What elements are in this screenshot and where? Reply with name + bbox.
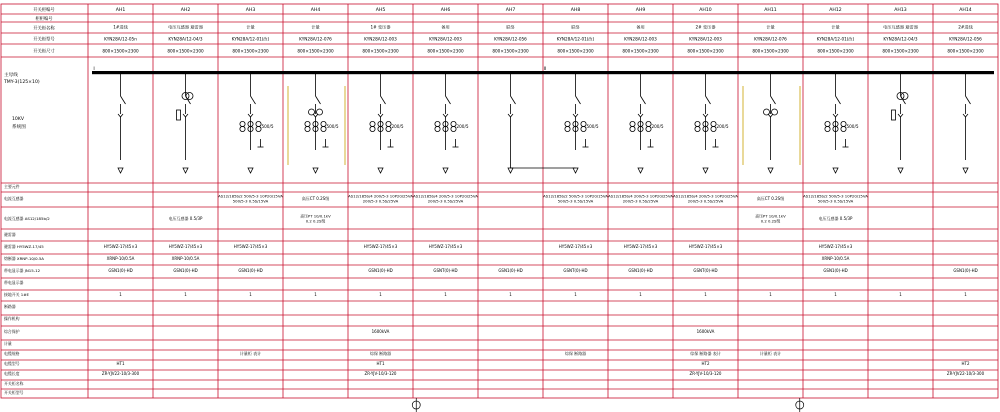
cabinet-column-ah11 xyxy=(743,7,800,356)
cabinet-cell-value: 1 xyxy=(184,292,187,297)
ct-circle xyxy=(695,126,700,131)
circuit-diagram xyxy=(743,74,800,173)
cabinet-cell-value: 1 xyxy=(509,292,512,297)
cabinet-column-ah2 xyxy=(167,7,204,297)
cable-end-arrow xyxy=(898,168,903,173)
cabinet-cell-value: ZR-YJV22-10/3-300 xyxy=(101,371,140,376)
cabinet-model: KYN28A/12-01(改) xyxy=(816,36,855,42)
ct-ratio: 500/5 xyxy=(261,124,274,129)
cabinet-size: 800×1500×2300 xyxy=(362,48,399,54)
cabinet-model: KYN28A/12-05n xyxy=(104,36,137,42)
cabinet-cell-value: AS12/185b/4 200/5-3 10P20/25VA xyxy=(673,193,738,199)
ct-ratio: 500/5 xyxy=(326,124,339,129)
breaker-contact xyxy=(966,96,971,104)
cabinet-name: 2# 变压器 xyxy=(695,24,716,30)
cabinet-name: 计量 xyxy=(766,24,775,30)
row-label: 开关柜名称 xyxy=(4,381,24,386)
cabinet-id: AH4 xyxy=(310,8,321,13)
circuit-diagram xyxy=(892,74,909,173)
circuit-diagram xyxy=(435,74,459,173)
cabinet-cell-value: HY5WZ-17/45×3 xyxy=(363,244,398,249)
cabinet-id: AH12 xyxy=(829,8,842,13)
ct-ratio: 500/5 xyxy=(586,124,599,129)
cabinet-cell-value: 1 xyxy=(639,292,642,297)
ct-circle xyxy=(565,126,570,131)
ct-circle xyxy=(240,126,245,131)
cabinet-id: AH5 xyxy=(375,8,386,13)
busbar-section-mark: II xyxy=(543,67,547,72)
row-label: 断路器 xyxy=(4,304,16,309)
cabinet-model: KYN28A/12-01(改) xyxy=(556,36,595,42)
ct-circle xyxy=(565,121,570,126)
row-label: 带电显示器 JN15-12 xyxy=(4,268,41,273)
ct-circle xyxy=(435,126,440,131)
cable-end-arrow xyxy=(638,168,643,173)
row-label: 计量 xyxy=(4,341,12,346)
plug-symbol xyxy=(898,114,903,117)
cabinet-cell-value: HY5WZ-17/45×3 xyxy=(818,244,853,249)
cabinet-column-ah4 xyxy=(288,7,345,297)
row-label: 开关柜名称 xyxy=(33,26,55,32)
cable-end-arrow xyxy=(768,168,773,173)
cable-end-arrow xyxy=(703,168,708,173)
ct-circle xyxy=(646,121,651,126)
circuit-diagram xyxy=(565,74,589,173)
cabinet-model: KYN28A/12-003 xyxy=(689,36,722,42)
cable-end-arrow xyxy=(963,168,968,173)
ct-circle xyxy=(240,121,245,126)
cabinet-cell-value: HT1 xyxy=(116,361,125,366)
cabinet-cell-value: GSN1(0)-HD xyxy=(173,268,198,273)
circuit-diagram xyxy=(508,74,516,173)
breaker-contact xyxy=(121,96,126,104)
cabinet-cell-value: 500/5-3 0.5S/15VA xyxy=(232,198,269,204)
bottom-earth-symbol xyxy=(796,398,804,412)
plug-symbol xyxy=(638,114,643,117)
cabinet-cell-value: HY5WZ-17/45×3 xyxy=(168,244,203,249)
ct-circle xyxy=(451,126,456,131)
cabinet-id: AH9 xyxy=(635,8,646,13)
plug-symbol xyxy=(963,114,968,117)
plug-symbol xyxy=(833,114,838,117)
cabinet-column-ah6 xyxy=(413,7,478,297)
cabinet-cell-value: GSN1(0)-HD xyxy=(953,268,978,273)
cabinet-cell-value: 0.2 0.2S级 xyxy=(760,218,781,224)
breaker-contact xyxy=(316,96,321,104)
cabinet-cell-value: 200/5-3 0.5S/25VA xyxy=(362,198,399,204)
cabinet-cell-value: 高压PT 10/0.1kV xyxy=(300,213,331,219)
plug-symbol xyxy=(508,114,513,117)
cabinet-column-ah12 xyxy=(803,7,868,297)
row-label: 开关柜尺寸 xyxy=(33,49,55,55)
ct-circle xyxy=(370,126,375,131)
cabinet-column-ah13 xyxy=(882,7,919,297)
cabinet-column-ah9 xyxy=(608,7,673,297)
plug-symbol xyxy=(118,114,123,117)
cabinet-cell-value: HT1 xyxy=(376,361,385,366)
ct-ratio: 200/5 xyxy=(716,124,729,129)
cabinet-cell-value: GSN1(0)-HD xyxy=(628,268,653,273)
cabinet-id: AH8 xyxy=(570,8,581,13)
row-label: 接地开关 1#E xyxy=(4,292,29,297)
row-label: 综合保护 xyxy=(4,329,20,334)
cabinet-name: 1#进线 xyxy=(113,24,128,30)
cable-end-arrow xyxy=(313,168,318,173)
ct-circle xyxy=(321,121,326,126)
ct-circle xyxy=(841,126,846,131)
cabinet-cell-value: 500/5-3 0.5S/15VA xyxy=(557,198,594,204)
busbar-section-mark: I xyxy=(93,67,95,72)
row-label: 电缆长度 xyxy=(4,371,20,376)
ct-circle xyxy=(435,121,440,126)
cabinet-cell-value: GSN1(0)-HD xyxy=(238,268,263,273)
cabinet-size: 800×1500×2300 xyxy=(882,48,919,54)
cabinet-id: AH7 xyxy=(505,8,516,13)
plug-symbol xyxy=(183,114,188,117)
cabinet-model: KYN28A/12-003 xyxy=(624,36,657,42)
circuit-diagram xyxy=(630,74,654,173)
cabinet-cell-value: AS12/185b/4 200/5-3 10P20/25VA xyxy=(348,193,413,199)
cabinet-model: KYN28A/12-076 xyxy=(299,36,332,42)
cabinet-cell-value: AS12/185b/2 500/5-3 10P20/15VA xyxy=(543,193,608,199)
cable-end-arrow xyxy=(248,168,253,173)
cabinet-cell-value: HY5WZ-17/45×3 xyxy=(623,244,658,249)
cable-end-arrow xyxy=(378,168,383,173)
metering-pt-circle xyxy=(309,109,315,115)
cabinet-model: KYN28A/12-003 xyxy=(364,36,397,42)
cabinet-cell-value: 1 xyxy=(444,292,447,297)
cabinet-cell-value: GSNT(0)-HD xyxy=(433,268,458,273)
circuit-diagram xyxy=(695,74,719,173)
row-label: 电缆型号 xyxy=(4,361,20,366)
breaker-contact xyxy=(706,96,711,104)
cabinet-size: 800×1500×2300 xyxy=(427,48,464,54)
cabinet-cell-value: 1 xyxy=(379,292,382,297)
cabinet-name: 备用 xyxy=(636,24,645,30)
bottom-earth-symbol xyxy=(412,398,420,412)
cabinet-cell-value: GSN1(0)-HD xyxy=(498,268,523,273)
row-label: 电流互感器 AS12/185b/2 xyxy=(4,216,50,221)
cabinet-name: 计量 xyxy=(311,24,320,30)
cabinet-size: 800×1500×2300 xyxy=(622,48,659,54)
cable-end-arrow xyxy=(183,168,188,173)
row-label: 操作机构 xyxy=(4,316,20,321)
ct-circle xyxy=(711,126,716,131)
cabinet-cell-value: ZR-YJV-10/3-120 xyxy=(689,371,722,376)
cabinet-name: 电压互感器 避雷器 xyxy=(168,24,203,30)
cabinet-cell-value: AS12/185b/4 200/5-3 10P20/25VA xyxy=(413,193,478,199)
cabinet-cell-value: GSN1(0)-HD xyxy=(368,268,393,273)
cabinet-cell-value: AS12/185b/4 200/5-3 10P20/25VA xyxy=(608,193,673,199)
cabinet-cell-value: 200/5-3 0.5S/25VA xyxy=(427,198,464,204)
breaker-contact xyxy=(251,96,256,104)
row-label: 柜柜编号 xyxy=(35,17,53,22)
pt-circle xyxy=(186,93,193,100)
ct-circle xyxy=(305,126,310,131)
cabinet-size: 800×1500×2300 xyxy=(947,48,984,54)
cabinet-cell-value: 1 xyxy=(899,292,902,297)
cabinet-size: 800×1500×2300 xyxy=(167,48,204,54)
cabinet-model: KYN28A/12-04/3 xyxy=(168,36,203,42)
ct-ratio: 200/5 xyxy=(456,124,469,129)
circuit-diagram xyxy=(177,74,194,173)
row-label: 电流互感器 xyxy=(4,196,24,201)
cable-end-arrow xyxy=(833,168,838,173)
cabinet-model: KYN28A/12-056 xyxy=(949,36,982,42)
cabinet-cell-value: 0.2 0.2S级 xyxy=(305,218,326,224)
cabinet-cell-value: XRNP-10/0.5A xyxy=(106,256,135,261)
breaker-contact xyxy=(446,96,451,104)
cabinet-size: 800×1500×2300 xyxy=(297,48,334,54)
row-label: 熔断器 XRNP-10/0.5A xyxy=(4,256,44,261)
metering-pt-circle xyxy=(772,109,778,115)
cabinet-size: 800×1500×2300 xyxy=(557,48,594,54)
breaker-contact xyxy=(511,96,516,104)
row-label: 带电显示器 xyxy=(4,280,24,285)
ct-circle xyxy=(386,126,391,131)
cabinet-id: AH10 xyxy=(699,8,712,13)
cabinet-cell-value: 500/5-3 0.5S/15VA xyxy=(817,198,854,204)
plug-symbol xyxy=(703,114,708,117)
cabinet-size: 800×1500×2300 xyxy=(752,48,789,54)
busbar-spec-label: TMY-3(125×10) xyxy=(4,80,40,85)
arrester-box xyxy=(892,110,896,120)
cabinet-column-ah8 xyxy=(543,7,608,356)
ct-circle xyxy=(321,126,326,131)
cabinet-size: 800×1500×2300 xyxy=(817,48,854,54)
ct-circle xyxy=(695,121,700,126)
row-label: 避雷器 xyxy=(4,232,16,237)
cabinet-cell-value: HY5WZ-17/45×3 xyxy=(558,244,593,249)
row-label: 主要元件 xyxy=(4,184,20,189)
cabinet-cell-value: 1 xyxy=(314,292,317,297)
cabinet-cell-value: HY5WZ-17/45×3 xyxy=(428,244,463,249)
plug-symbol xyxy=(248,114,253,117)
row-label: 电缆规格 xyxy=(4,351,20,356)
breaker-contact xyxy=(381,96,386,104)
cabinet-cell-value: 高压CT 0.2S级 xyxy=(756,196,785,201)
cabinet-id: AH6 xyxy=(440,8,451,13)
cabinet-cell-value: 200/5-3 0.5S/25VA xyxy=(622,198,659,204)
ct-ratio: 200/5 xyxy=(651,124,664,129)
cabinet-name: 联络 xyxy=(571,24,580,30)
cabinet-column-ah3 xyxy=(218,7,283,356)
cabinet-model: KYN28A/12-076 xyxy=(754,36,787,42)
cabinet-cell-value: 1600kVA xyxy=(696,329,715,334)
row-label: 避雷器 HY5WZ-17/45 xyxy=(4,244,44,249)
metering-pt-circle xyxy=(317,109,323,115)
cabinet-name: 联络 xyxy=(506,24,515,30)
plug-symbol xyxy=(573,114,578,117)
cabinet-cell-value: 1 xyxy=(704,292,707,297)
pt-circle xyxy=(901,93,908,100)
metering-pt-circle xyxy=(764,109,770,115)
breaker-contact xyxy=(641,96,646,104)
circuit-diagram xyxy=(370,74,394,173)
cabinet-size: 800×1500×2300 xyxy=(492,48,529,54)
cabinet-column-ah10 xyxy=(673,7,738,376)
cabinet-cell-value: 1 xyxy=(574,292,577,297)
ct-ratio: 500/5 xyxy=(846,124,859,129)
arrester-box xyxy=(177,110,181,120)
row-label: 开关柜型号 xyxy=(33,37,55,43)
cabinet-name: 电压互感器 避雷器 xyxy=(883,24,918,30)
cabinet-id: AH2 xyxy=(180,8,191,13)
ct-circle xyxy=(451,121,456,126)
cabinet-id: AH14 xyxy=(959,8,972,13)
cabinet-size: 800×1500×2300 xyxy=(687,48,724,54)
circuit-diagram xyxy=(963,74,971,173)
cabinet-cell-value: GSN1(0)-HD xyxy=(108,268,133,273)
ct-circle xyxy=(256,126,261,131)
cabinet-cell-value: AS12/185b/2 500/5-3 10P20/15VA xyxy=(803,193,868,199)
cabinet-model: KYN28A/12-003 xyxy=(429,36,462,42)
cabinet-id: AH11 xyxy=(764,8,777,13)
ct-circle xyxy=(841,121,846,126)
cabinet-cell-value: XRNP-10/0.5A xyxy=(821,256,850,261)
cabinet-name: 1# 变压器 xyxy=(370,24,391,30)
cabinet-cell-value: 1 xyxy=(834,292,837,297)
row-label: 开关柜型号 xyxy=(4,390,24,395)
voltage-label: 10KV xyxy=(12,117,25,122)
cabinet-cell-value: HY5WZ-17/45×3 xyxy=(103,244,138,249)
ct-circle xyxy=(711,121,716,126)
cabinet-cell-value: 综保 断路器 表计 xyxy=(690,351,721,356)
cabinet-cell-value: 1600kVA xyxy=(371,329,390,334)
cabinet-cell-value: 200/5-3 0.5S/25VA xyxy=(687,198,724,204)
ct-circle xyxy=(256,121,261,126)
cabinet-column-ah7 xyxy=(492,7,529,297)
cabinet-cell-value: 综保 断路器 xyxy=(369,351,392,356)
ct-circle xyxy=(646,126,651,131)
cabinet-cell-value: HY5WZ-17/45×3 xyxy=(233,244,268,249)
cabinet-column-ah1 xyxy=(102,7,140,376)
cabinet-cell-value: 综保 断路器 xyxy=(564,351,587,356)
cabinet-name: 2#进线 xyxy=(958,24,973,30)
cabinet-cell-value: ZR-YJV-10/3-120 xyxy=(364,371,397,376)
cabinet-cell-value: HT2 xyxy=(701,361,710,366)
cable-end-arrow xyxy=(508,168,513,173)
cabinet-cell-value: 1 xyxy=(249,292,252,297)
diagram-label: 系统图 xyxy=(12,125,26,130)
cabinet-cell-value: 1 xyxy=(964,292,967,297)
busbar-label: 主母线 xyxy=(4,73,18,78)
cabinet-id: AH3 xyxy=(245,8,256,13)
row-labels xyxy=(3,6,55,395)
cable-end-arrow xyxy=(443,168,448,173)
plug-symbol xyxy=(378,114,383,117)
circuit-diagram xyxy=(118,74,126,173)
cabinet-size: 800×1500×2300 xyxy=(232,48,269,54)
cabinet-name: 备用 xyxy=(441,24,450,30)
cabinet-cell-value: HT2 xyxy=(961,361,970,366)
cabinet-cell-value: 1 xyxy=(119,292,122,297)
cabinet-cell-value: ZR-YJV22-10/3-300 xyxy=(946,371,985,376)
breaker-contact xyxy=(576,96,581,104)
cabinet-column-ah5 xyxy=(348,7,413,376)
cabinet-model: KYN28A/12-01(改) xyxy=(231,36,270,42)
cabinet-cell-value: 高压CT 0.2S级 xyxy=(301,196,330,201)
cabinet-cell-value: 电压互感器 0.5/3P xyxy=(168,216,203,221)
cabinet-cell-value: GSN1(0)-HD xyxy=(823,268,848,273)
cabinet-cell-value: 计量柜 表计 xyxy=(239,351,262,356)
ct-circle xyxy=(825,121,830,126)
cabinet-name: 计量 xyxy=(246,24,255,30)
breaker-contact xyxy=(836,96,841,104)
ct-circle xyxy=(305,121,310,126)
cabinet-cell-value: 1 xyxy=(769,292,772,297)
circuit-diagram xyxy=(825,74,849,173)
ct-circle xyxy=(370,121,375,126)
cabinet-column-ah14 xyxy=(947,7,985,376)
cabinet-id: AH13 xyxy=(894,8,907,13)
cabinet-cell-value: XRNP-10/0.5A xyxy=(171,256,200,261)
cabinet-cell-value: HY5WZ-17/45×3 xyxy=(688,244,723,249)
ct-circle xyxy=(630,121,635,126)
ct-circle xyxy=(630,126,635,131)
breaker-contact xyxy=(771,96,776,104)
cabinet-name: 计量 xyxy=(831,24,840,30)
ct-circle xyxy=(825,126,830,131)
cabinet-cell-value: GSNT(0)-HD xyxy=(693,268,718,273)
ct-circle xyxy=(581,126,586,131)
ct-circle xyxy=(386,121,391,126)
cabinet-cell-value: 电压互感器 0.5/3P xyxy=(818,216,853,221)
cabinet-id: AH1 xyxy=(115,8,126,13)
cabinet-cell-value: 计量柜 表计 xyxy=(759,351,782,356)
cable-end-arrow xyxy=(573,168,578,173)
ct-ratio: 200/5 xyxy=(391,124,404,129)
plug-symbol xyxy=(443,114,448,117)
cable-end-arrow xyxy=(118,168,123,173)
cabinet-cell-value: 高压PT 10/0.1kV xyxy=(755,213,786,219)
cabinet-cell-value: GSNT(0)-HD xyxy=(563,268,588,273)
cabinet-model: KYN28A/12-04/3 xyxy=(883,36,918,42)
ct-circle xyxy=(581,121,586,126)
cabinet-cell-value: AS12/185b/2 500/5-3 10P20/15VA xyxy=(218,193,283,199)
row-label: 开关柜编号 xyxy=(33,8,55,13)
cabinet-model: KYN28A/12-056 xyxy=(494,36,527,42)
cabinet-size: 800×1500×2300 xyxy=(102,48,139,54)
circuit-diagram xyxy=(240,74,264,173)
